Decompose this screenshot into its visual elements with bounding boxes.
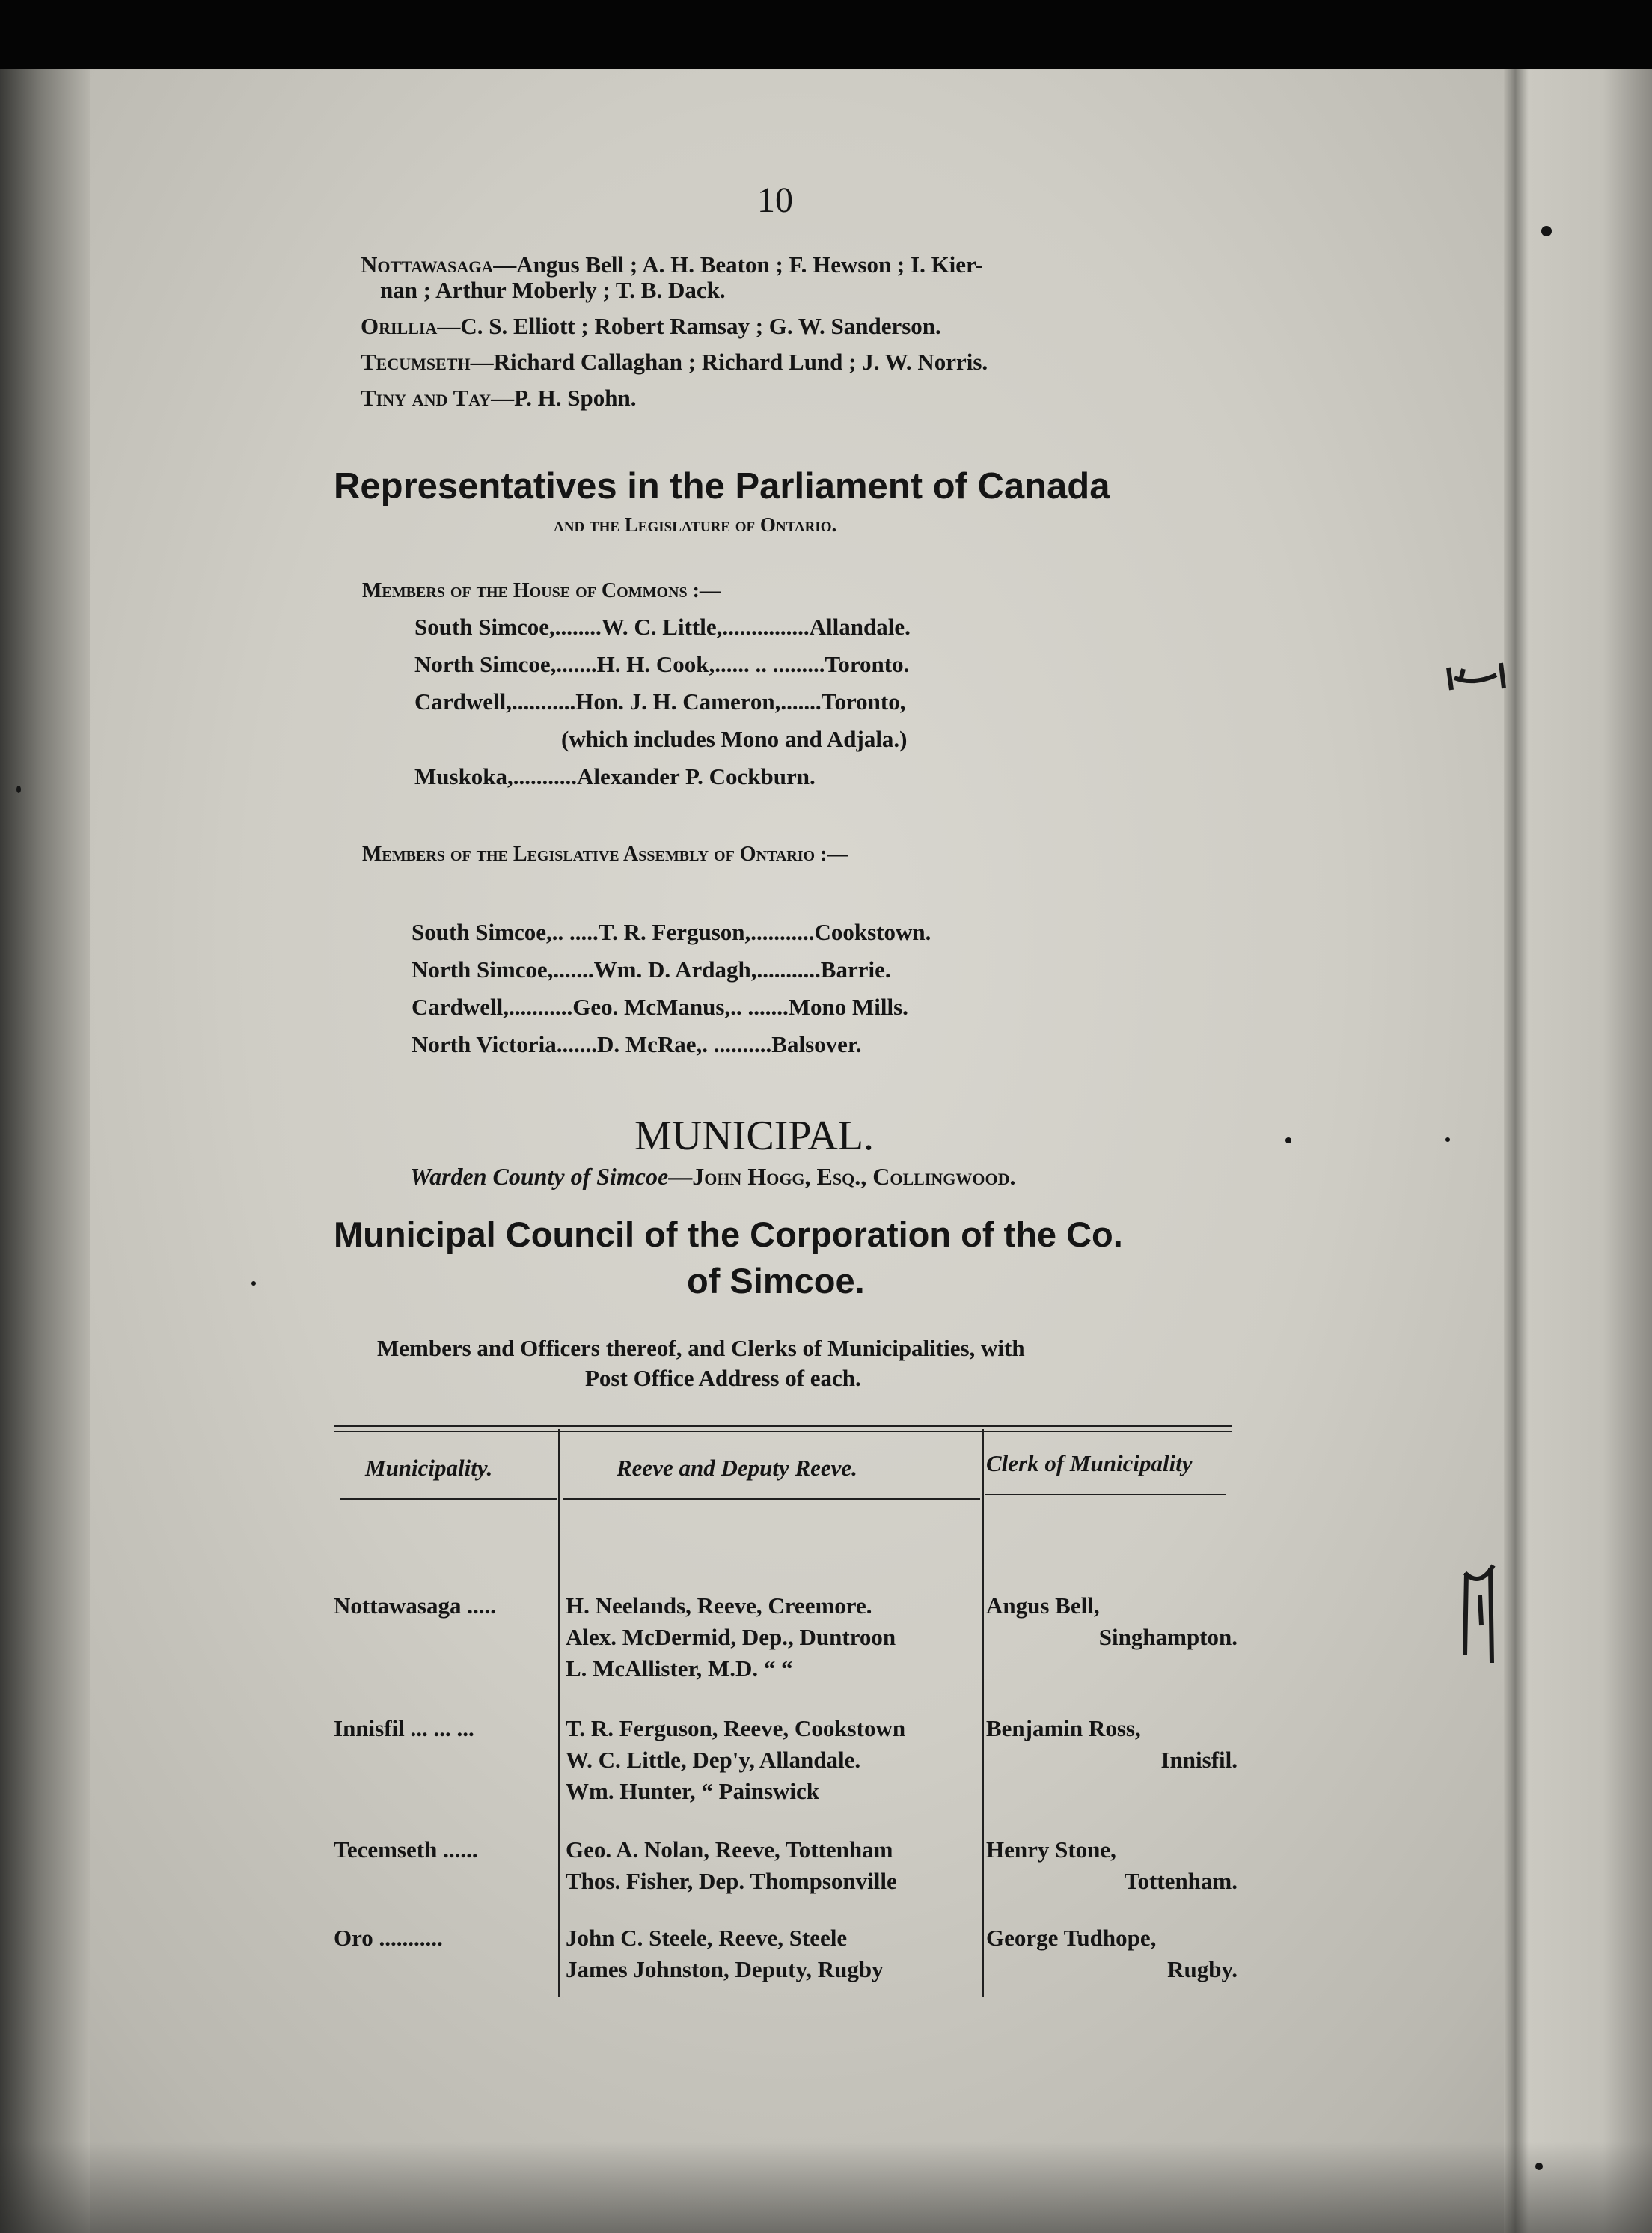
member-name: Alexander P. Cockburn. — [577, 763, 816, 789]
member-name: H. H. Cook, — [596, 651, 715, 677]
bottom-edge-shadow — [0, 2142, 1652, 2233]
dot-leader: ....... — [780, 688, 822, 715]
dot-leader: ........ — [554, 614, 602, 640]
reeve-line: H. Neelands, Reeve, Creemore. — [566, 1592, 872, 1619]
column-header-clerk: Clerk of Municipality — [986, 1450, 1193, 1476]
township-name: Orillia — [361, 313, 438, 339]
post-office: Barrie. — [820, 956, 891, 983]
dot-leader: ........... — [513, 763, 578, 789]
scan-speck — [16, 786, 21, 793]
commons-row — [414, 763, 816, 790]
clerk-name: Angus Bell, — [986, 1592, 1100, 1619]
dot-leader: ....... — [556, 1031, 597, 1057]
riding: South Simcoe, — [412, 919, 552, 945]
book-spine-shadow — [0, 69, 90, 2233]
post-office: Allandale. — [809, 614, 911, 640]
councillor-names: —Angus Bell ; A. H. Beaton ; F. Hewson ; I. Kier- — [493, 251, 983, 278]
dot-leader: ...... .. ......... — [715, 651, 825, 677]
reeve-line: Geo. A. Nolan, Reeve, Tottenham — [566, 1836, 893, 1863]
councillor-names: —C. S. Elliott ; Robert Ramsay ; G. W. Sanderson. — [437, 313, 941, 339]
councillor-names: —Richard Callaghan ; Richard Lund ; J. W. Norris. — [470, 349, 988, 375]
assembly-label: Members of the Legislative Assembly of Ontario :— — [362, 843, 848, 866]
councillor-line — [361, 313, 941, 340]
clerk-name: Henry Stone, — [986, 1836, 1116, 1863]
column-divider — [982, 1429, 984, 1997]
riding: North Victoria — [412, 1031, 557, 1057]
township-name: Tiny and Tay — [361, 385, 492, 411]
clerk-name: Benjamin Ross, — [986, 1715, 1141, 1741]
members-note: Members and Officers thereof, and Clerks of Municipalities, with — [377, 1335, 1025, 1361]
clerk-address: Singhampton. — [1098, 1624, 1238, 1650]
clerk-address: Rugby. — [1167, 1956, 1238, 1982]
post-office: Cookstown. — [814, 919, 931, 945]
reeve-line: T. R. Ferguson, Reeve, Cookstown — [566, 1715, 906, 1741]
assembly-row — [412, 919, 931, 946]
representatives-heading: Representatives in the Parliament of Canada — [334, 466, 1110, 507]
page-number: 10 — [757, 180, 793, 220]
reeve-line: John C. Steele, Reeve, Steele — [566, 1925, 848, 1951]
township-name: Tecumseth — [361, 349, 471, 375]
assembly-row — [412, 994, 908, 1021]
municipal-heading: MUNICIPAL. — [634, 1113, 874, 1159]
municipality-cell: Oro ........... — [334, 1925, 443, 1951]
councillor-names: —P. H. Spohn. — [491, 385, 637, 411]
member-name: Hon. J. H. Cameron, — [575, 688, 781, 715]
dot-leader: . .......... — [702, 1031, 772, 1057]
column-divider — [558, 1429, 560, 1997]
reeve-line: L. McAllister, M.D. “ “ — [566, 1655, 793, 1681]
post-office: Balsover. — [771, 1031, 862, 1057]
dot-leader: ........... — [512, 688, 576, 715]
reeve-line: Thos. Fisher, Dep. Thompsonville — [566, 1868, 897, 1894]
township-name: Nottawasaga — [361, 251, 494, 278]
member-name: Wm. D. Ardagh, — [593, 956, 757, 983]
councillor-line — [361, 385, 636, 412]
municipality-cell: Innisfil ... ... ... — [334, 1715, 474, 1741]
header-underline — [563, 1498, 980, 1500]
dot-leader: .. ....... — [730, 994, 789, 1020]
commons-row — [414, 651, 909, 678]
page-fold-shadow — [1504, 69, 1529, 2233]
council-heading-continued: of Simcoe. — [687, 1261, 865, 1301]
scan-speck — [251, 1281, 256, 1286]
assembly-row — [412, 1031, 862, 1058]
table-top-rule — [334, 1425, 1232, 1427]
post-office: Toronto. — [825, 651, 910, 677]
member-name: W. C. Little, — [601, 614, 723, 640]
councillor-line-continued: nan ; Arthur Moberly ; T. B. Dack. — [380, 277, 726, 303]
commons-label: Members of the House of Commons :— — [362, 579, 721, 602]
clerk-address: Innisfil. — [1160, 1747, 1238, 1773]
commons-row — [414, 688, 906, 715]
riding: North Simcoe, — [414, 651, 557, 677]
riding: North Simcoe, — [412, 956, 554, 983]
riding: Muskoka, — [414, 763, 513, 789]
members-note-continued: Post Office Address of each. — [585, 1365, 861, 1391]
reeve-line: Wm. Hunter, “ Painswick — [566, 1778, 820, 1804]
councillor-line — [361, 251, 983, 278]
scan-top-border — [0, 0, 1652, 69]
column-header-municipality: Municipality. — [365, 1455, 493, 1481]
municipality-cell: Tecemseth ...... — [334, 1836, 478, 1863]
municipality-cell: Nottawasaga ..... — [334, 1592, 496, 1619]
dot-leader: ........... — [750, 919, 815, 945]
riding: Cardwell, — [414, 688, 513, 715]
reeve-line: W. C. Little, Dep'y, Allandale. — [566, 1747, 861, 1773]
scan-speck — [1446, 1137, 1450, 1142]
member-name: D. McRae, — [596, 1031, 703, 1057]
reeve-line: Alex. McDermid, Dep., Duntroon — [566, 1624, 896, 1650]
reeve-line: James Johnston, Deputy, Rugby — [566, 1956, 884, 1982]
assembly-row — [412, 956, 891, 983]
facing-page-edge — [1529, 69, 1652, 2233]
councillor-line — [361, 349, 988, 376]
binding-clip-mark — [1457, 1558, 1502, 1670]
header-underline — [985, 1494, 1226, 1495]
table-top-rule — [334, 1431, 1232, 1432]
scan-speck — [1541, 226, 1552, 236]
council-heading: Municipal Council of the Corporation of the Co. — [334, 1215, 1123, 1254]
dot-leader: ....... — [553, 956, 594, 983]
clerk-name: George Tudhope, — [986, 1925, 1157, 1951]
dot-leader: ........... — [509, 994, 573, 1020]
column-header-reeves: Reeve and Deputy Reeve. — [617, 1455, 857, 1481]
riding: South Simcoe, — [414, 614, 555, 640]
scan-speck — [1285, 1137, 1291, 1143]
member-name: T. R. Ferguson, — [598, 919, 751, 945]
book-page — [0, 69, 1652, 2233]
warden-title: Warden County of Simcoe — [410, 1163, 669, 1190]
post-office: Toronto, — [821, 688, 906, 715]
dot-leader: ............... — [722, 614, 810, 640]
binding-clip-mark — [1444, 653, 1526, 697]
post-office: Mono Mills. — [788, 994, 908, 1020]
commons-note: (which includes Mono and Adjala.) — [561, 726, 908, 752]
scan-speck — [1535, 2163, 1543, 2170]
warden-line — [410, 1163, 1015, 1191]
dot-leader: .. ..... — [551, 919, 599, 945]
member-name: Geo. McManus, — [572, 994, 731, 1020]
riding: Cardwell, — [412, 994, 510, 1020]
commons-row — [414, 614, 911, 641]
warden-name: —John Hogg, Esq., Collingwood. — [668, 1163, 1016, 1190]
clerk-address: Tottenham. — [1124, 1868, 1238, 1894]
dot-leader: ........... — [756, 956, 821, 983]
representatives-subheading: and the Legislature of Ontario. — [554, 513, 837, 536]
header-underline — [340, 1498, 557, 1500]
dot-leader: ....... — [556, 651, 597, 677]
